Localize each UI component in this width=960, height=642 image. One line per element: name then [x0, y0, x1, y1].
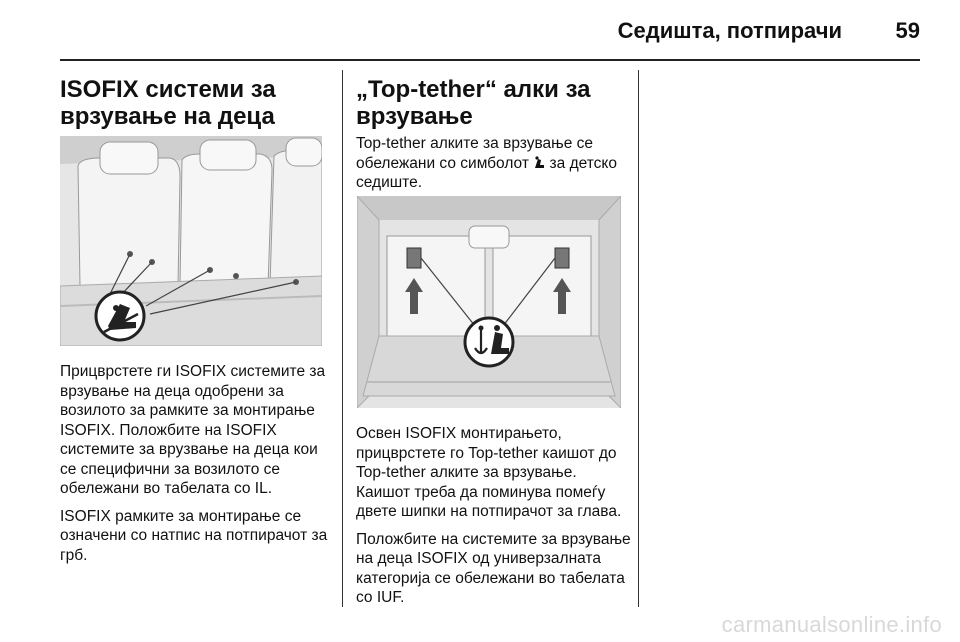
- rear-seats-isofix-illustration: [60, 136, 322, 346]
- column-divider-2: [638, 70, 639, 607]
- left-body: [60, 362, 332, 573]
- top-tether-anchor-symbol: [465, 318, 513, 366]
- isofix-heading: ISOFIX системи за врзување на деца: [60, 76, 276, 130]
- page-header-title: Седишта, потпирачи: [617, 18, 842, 43]
- top-tether-intro: [356, 134, 631, 193]
- left-column: [60, 76, 332, 130]
- middle-body: [356, 424, 631, 616]
- top-tether-drawing: [357, 196, 621, 408]
- header-rule: [60, 59, 920, 61]
- top-tether-heading: „Top-tether“ алки за врзување: [356, 76, 591, 130]
- isofix-seats-drawing: [60, 136, 322, 346]
- isofix-child-seat-symbol: [96, 292, 144, 340]
- cargo-area-top-tether-illustration: [357, 196, 621, 408]
- top-tether-paragraph-2: Положбите на системите за врзување на деца ISOFIX од универзалната категорија се обележани во табелата со IUF.: [356, 530, 631, 606]
- watermark: carmanualsonline.info: [721, 612, 942, 637]
- isofix-paragraph-2: ISOFIX рамките за монтирање се означени со натпис на потпирачот за грб.: [60, 507, 328, 564]
- child-seat-symbol: [533, 156, 545, 170]
- isofix-paragraph-1: Прицврстете ги ISOFIX системите за врзување на деца одобрени за возилото за рамките за монтирање ISOFIX. Положбите на ISOFIX системите за врузвање на деца кои се специфични за возилото се обележани во табелата со IL.: [60, 363, 326, 497]
- page-number: 59: [895, 18, 920, 43]
- top-tether-intro-text-end: за детско седиште.: [356, 154, 617, 191]
- column-divider-1: [342, 70, 343, 607]
- top-tether-paragraph-1: Освен ISOFIX монтирањето, прицврстете го Top-tether каишот до Top-tether алките за врзување. Каишот треба да поминува помеѓу двете шипки на потпирачот за глава.: [356, 425, 622, 520]
- top-tether-intro-text: Top-tether алките за врзување се обележани со симболот: [356, 135, 594, 172]
- middle-column: [356, 76, 631, 201]
